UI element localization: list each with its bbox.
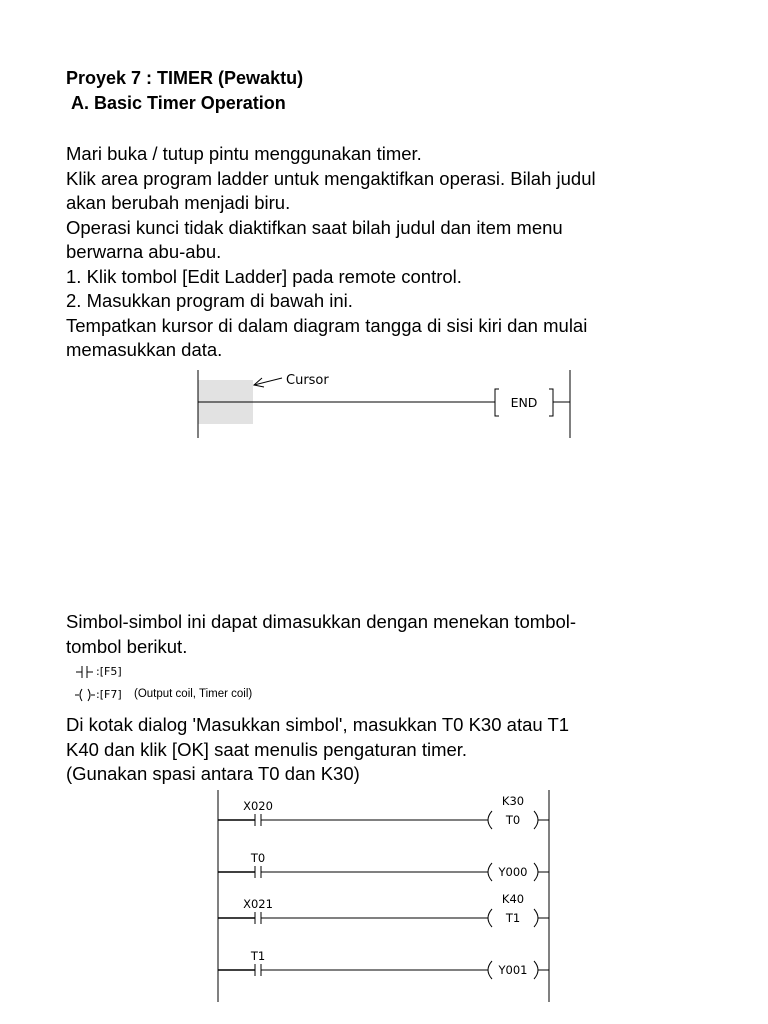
coil-symbol-icon	[74, 687, 96, 703]
coil-label: T0	[505, 813, 521, 827]
contact-symbol	[255, 866, 261, 878]
cursor-ladder-diagram	[190, 366, 580, 440]
coil-label: T1	[505, 911, 521, 925]
text-line: Di kotak dialog 'Masukkan simbol', masukkan T0 K30 atau T1	[66, 714, 570, 735]
contact-key-label: :[F5]	[96, 665, 122, 678]
coil-key-label: :[F7]	[96, 688, 122, 701]
coil-key-note: (Output coil, Timer coil)	[134, 688, 253, 700]
text-line: Tempatkan kursor di dalam diagram tangga di sisi kiri dan mulai	[66, 314, 588, 336]
contact-label: X020	[243, 799, 273, 813]
text-line: Mari buka / tutup pintu menggunakan timer.	[66, 143, 422, 164]
text-line: Klik area program ladder untuk mengaktifkan operasi. Bilah judul	[66, 167, 596, 189]
ladder-rung	[218, 949, 549, 979]
timer-setting-label: K40	[501, 892, 525, 906]
contact-symbol-icon	[74, 664, 96, 680]
section-heading: A. Basic Timer Operation	[71, 93, 286, 113]
text-line: 1. Klik tombol [Edit Ladder] pada remote control.	[66, 265, 462, 287]
timer-ladder-diagram	[210, 788, 560, 1006]
intro-paragraph	[66, 142, 746, 363]
end-label: END	[510, 395, 538, 410]
coil-label: Y001	[498, 963, 528, 977]
text-line: (Gunakan spasi antara T0 dan K30)	[66, 763, 360, 784]
project-title: Proyek 7 : TIMER (Pewaktu)	[66, 68, 304, 88]
text-line: Operasi kunci tidak diaktifkan saat bilah judul dan item menu	[66, 216, 563, 238]
contact-symbol	[255, 964, 261, 976]
end-instruction	[490, 389, 570, 416]
cursor-arrow-icon	[254, 378, 282, 387]
timer-setting-label: K30	[501, 794, 525, 808]
text-line: memasukkan data.	[66, 339, 223, 360]
ladder-rung	[218, 892, 549, 927]
contact-symbol	[255, 912, 261, 924]
contact-label: T0	[250, 851, 266, 865]
ladder-rung	[218, 794, 549, 829]
text-line: berwarna abu-abu.	[66, 241, 222, 262]
text-line: tombol berikut.	[66, 635, 188, 657]
cursor-label: Cursor	[286, 373, 329, 388]
text-line: akan berubah menjadi biru.	[66, 192, 291, 213]
contact-label: T1	[250, 949, 266, 963]
contact-symbol	[255, 814, 261, 826]
dialog-paragraph	[66, 713, 746, 787]
contact-label: X021	[243, 897, 273, 911]
symbols-paragraph	[66, 610, 746, 659]
text-line: K40 dan klik [OK] saat menulis pengaturan timer.	[66, 738, 468, 760]
ladder-rung	[218, 851, 549, 881]
text-line: Simbol-simbol ini dapat dimasukkan dengan menekan tombol-	[66, 611, 577, 632]
text-line: 2. Masukkan program di bawah ini.	[66, 290, 353, 311]
coil-label: Y000	[498, 865, 528, 879]
